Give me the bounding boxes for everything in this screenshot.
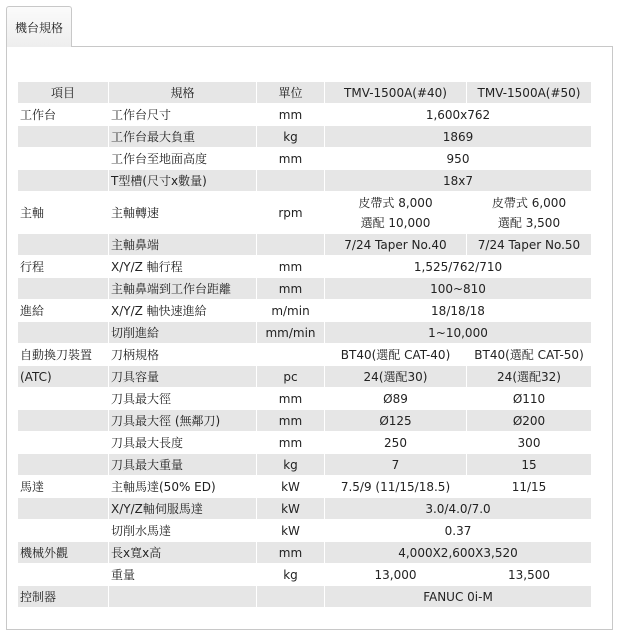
table-row [18, 454, 592, 476]
row-value-40: 24(選配30) [325, 366, 467, 388]
row-value-shared: 0.37 [325, 520, 592, 542]
tab-label: 機台規格 [14, 20, 63, 35]
row-spec: 刀具容量 [109, 366, 257, 388]
row-unit: rpm [257, 192, 325, 234]
row-category [18, 410, 109, 432]
row-unit: kg [257, 564, 325, 586]
row-category [18, 148, 109, 170]
row-spec: T型槽(尺寸x數量) [109, 170, 257, 192]
row-category: 主軸 [18, 192, 109, 234]
row-value-shared: 18/18/18 [325, 300, 592, 322]
row-spec: 主軸鼻端 [109, 234, 257, 256]
row-unit: kW [257, 520, 325, 542]
table-row [18, 344, 592, 366]
row-unit: mm/min [257, 322, 325, 344]
row-value-shared: 4,000X2,600X3,520 [325, 542, 592, 564]
row-value-50: 11/15 [467, 476, 592, 498]
row-spec: 刀柄規格 [109, 344, 257, 366]
row-value-shared: 1,525/762/710 [325, 256, 592, 278]
table-header-row [18, 82, 592, 104]
row-spec: 工作台至地面高度 [109, 148, 257, 170]
row-unit [257, 234, 325, 256]
row-spec: 工作台最大負重 [109, 126, 257, 148]
row-spec: X/Y/Z 軸快速進給 [109, 300, 257, 322]
row-value-40: 250 [325, 432, 467, 454]
header-model-50: TMV-1500A(#50) [467, 82, 592, 104]
row-category: 進給 [18, 300, 109, 322]
row-unit: mm [257, 104, 325, 126]
row-value-shared: 100~810 [325, 278, 592, 300]
row-unit: mm [257, 256, 325, 278]
table-row [18, 192, 592, 234]
row-spec [109, 586, 257, 608]
header-spec: 規格 [109, 82, 257, 104]
row-unit: kW [257, 476, 325, 498]
row-unit: mm [257, 410, 325, 432]
row-unit: kW [257, 498, 325, 520]
row-category: 馬達 [18, 476, 109, 498]
tab-machine-specs[interactable] [6, 6, 72, 47]
row-category [18, 322, 109, 344]
row-value-shared: 1~10,000 [325, 322, 592, 344]
table-row [18, 498, 592, 520]
row-unit: mm [257, 432, 325, 454]
value-40-line2: 選配 10,000 [360, 215, 431, 230]
row-value-shared: 18x7 [325, 170, 592, 192]
row-category: 機械外觀 [18, 542, 109, 564]
table-row [18, 410, 592, 432]
row-value-40: Ø89 [325, 388, 467, 410]
row-value-shared: 1,600x762 [325, 104, 592, 126]
row-value-50: 24(選配32) [467, 366, 592, 388]
table-row [18, 432, 592, 454]
row-unit [257, 586, 325, 608]
table-row [18, 520, 592, 542]
row-unit [257, 344, 325, 366]
row-category [18, 498, 109, 520]
row-spec: X/Y/Z軸伺服馬達 [109, 498, 257, 520]
row-spec: 切削水馬達 [109, 520, 257, 542]
spec-table [17, 81, 592, 608]
row-spec: 刀具最大長度 [109, 432, 257, 454]
header-model-40: TMV-1500A(#40) [325, 82, 467, 104]
row-unit: mm [257, 388, 325, 410]
row-value-40: BT40(選配 CAT-40) [325, 344, 467, 366]
table-row [18, 564, 592, 586]
row-spec: 重量 [109, 564, 257, 586]
table-row [18, 256, 592, 278]
table-row [18, 126, 592, 148]
value-50-line2: 選配 3,500 [497, 215, 561, 230]
table-row [18, 366, 592, 388]
header-item: 項目 [18, 82, 109, 104]
row-value-40 [325, 192, 467, 234]
row-value-50: Ø200 [467, 410, 592, 432]
row-value-50: 7/24 Taper No.50 [467, 234, 592, 256]
row-category [18, 278, 109, 300]
row-category [18, 170, 109, 192]
row-category: (ATC) [18, 366, 109, 388]
row-value-shared: 950 [325, 148, 592, 170]
row-category: 工作台 [18, 104, 109, 126]
row-category: 控制器 [18, 586, 109, 608]
row-spec: X/Y/Z 軸行程 [109, 256, 257, 278]
header-unit: 單位 [257, 82, 325, 104]
row-value-40: 7/24 Taper No.40 [325, 234, 467, 256]
table-row [18, 476, 592, 498]
row-spec: 刀具最大徑 (無鄰刀) [109, 410, 257, 432]
row-unit: mm [257, 542, 325, 564]
row-category [18, 388, 109, 410]
row-value-50: BT40(選配 CAT-50) [467, 344, 592, 366]
table-row [18, 170, 592, 192]
table-row [18, 388, 592, 410]
row-value-50 [467, 192, 592, 234]
row-value-40: Ø125 [325, 410, 467, 432]
value-40-line1: 皮帶式 8,000 [358, 195, 433, 210]
row-value-40: 13,000 [325, 564, 467, 586]
row-spec: 主軸轉速 [109, 192, 257, 234]
row-unit: m/min [257, 300, 325, 322]
table-row [18, 234, 592, 256]
row-value-50: 15 [467, 454, 592, 476]
row-category [18, 432, 109, 454]
row-unit: kg [257, 126, 325, 148]
row-value-shared: 1869 [325, 126, 592, 148]
row-unit [257, 170, 325, 192]
table-row [18, 586, 592, 608]
row-value-50: 300 [467, 432, 592, 454]
row-value-shared: FANUC 0i-M [325, 586, 592, 608]
table-row [18, 104, 592, 126]
row-unit: kg [257, 454, 325, 476]
table-row [18, 322, 592, 344]
row-unit: pc [257, 366, 325, 388]
row-spec: 刀具最大重量 [109, 454, 257, 476]
row-spec: 切削進給 [109, 322, 257, 344]
value-50-line1: 皮帶式 6,000 [491, 195, 567, 210]
row-category [18, 126, 109, 148]
row-value-50: 13,500 [467, 564, 592, 586]
row-value-40: 7 [325, 454, 467, 476]
row-unit: mm [257, 278, 325, 300]
row-category [18, 234, 109, 256]
row-unit: mm [257, 148, 325, 170]
row-category [18, 520, 109, 542]
row-spec: 主軸鼻端到工作台距離 [109, 278, 257, 300]
row-spec: 工作台尺寸 [109, 104, 257, 126]
table-row [18, 542, 592, 564]
table-row [18, 278, 592, 300]
table-row [18, 300, 592, 322]
row-value-40: 7.5/9 (11/15/18.5) [325, 476, 467, 498]
row-spec: 主軸馬達(50% ED) [109, 476, 257, 498]
table-row [18, 148, 592, 170]
row-value-50: Ø110 [467, 388, 592, 410]
row-category [18, 564, 109, 586]
row-spec: 長x寬x高 [109, 542, 257, 564]
row-category: 自動換刀裝置 [18, 344, 109, 366]
row-category [18, 454, 109, 476]
row-value-shared: 3.0/4.0/7.0 [325, 498, 592, 520]
row-spec: 刀具最大徑 [109, 388, 257, 410]
row-category: 行程 [18, 256, 109, 278]
